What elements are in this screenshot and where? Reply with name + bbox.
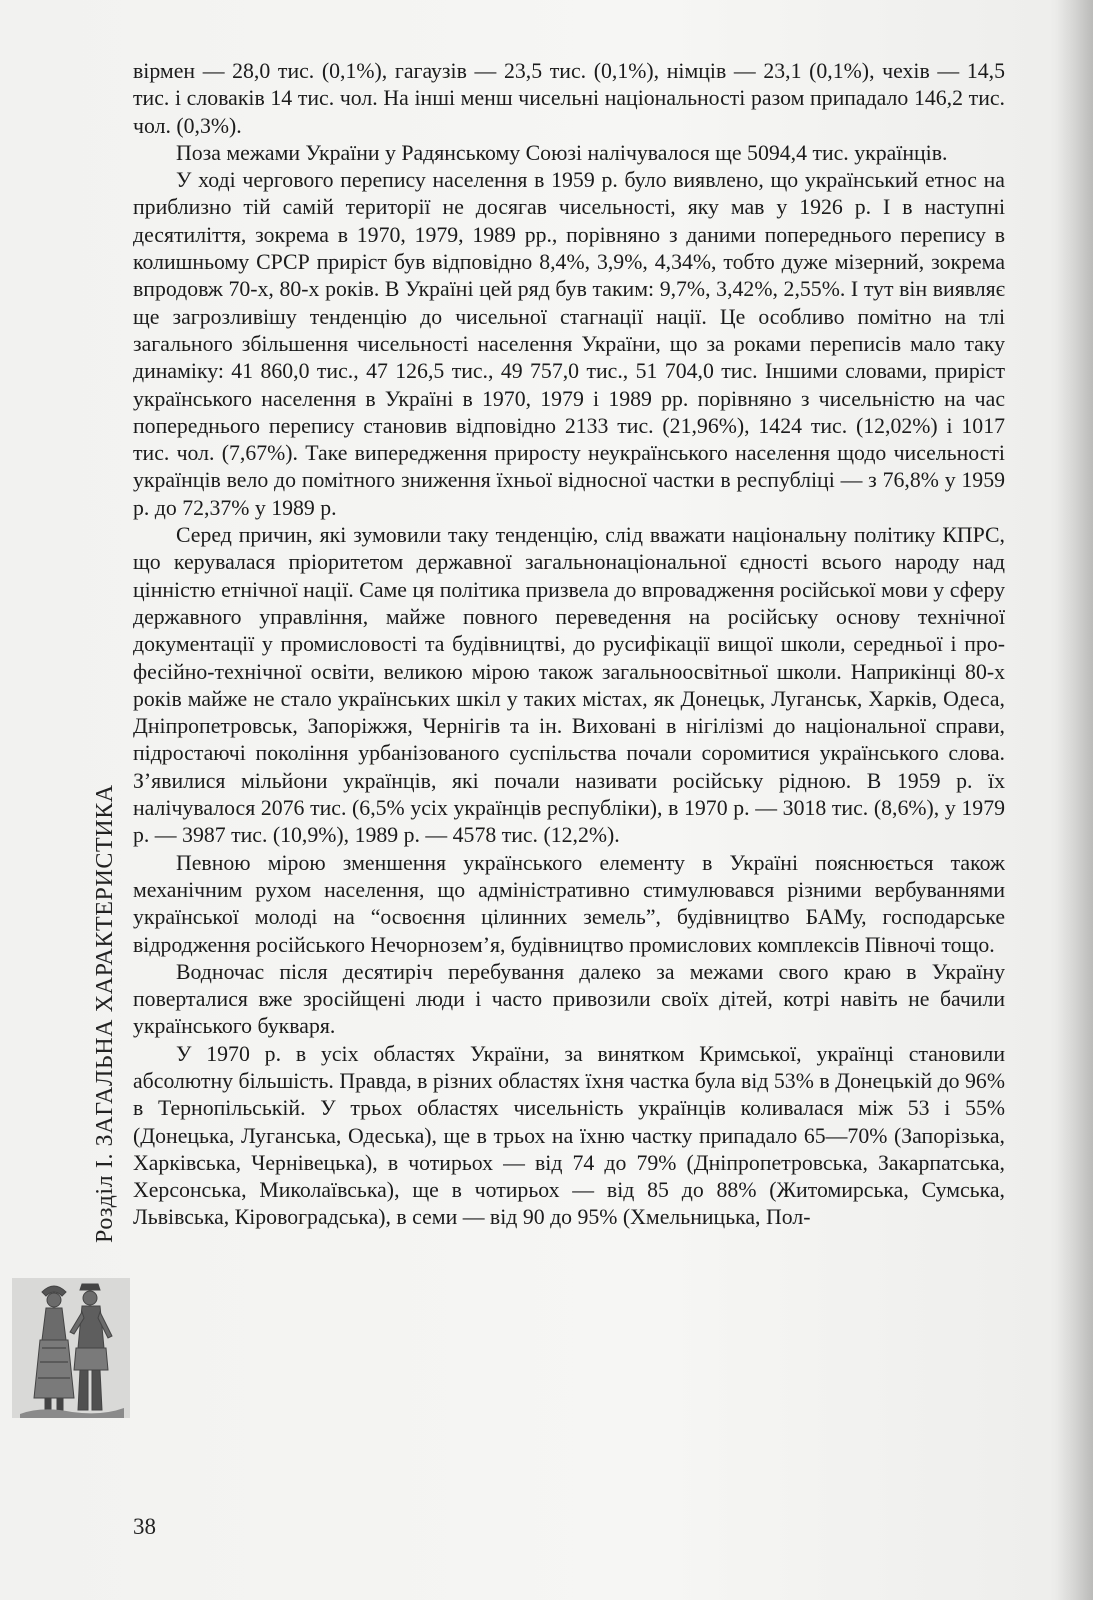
page-gutter-shadow — [1057, 0, 1093, 1600]
paragraph-2: Поза межами України у Радянському Союзі налічувалося ще 5094,4 тис. українців. — [176, 140, 948, 165]
body-text — [133, 58, 1005, 1232]
folk-figures-illustration — [12, 1278, 130, 1418]
paragraph-5: Певною мірою зменшення українського елементу в Україні пояснюється також механічним рухом населення, що адміністративно стимулювався різними вербуваннями української молоді на “освоєння цілинних земель”, будівництво БАМу, господарське відродження російського Нечорнозем’я, будівництво промислових комплексів Півночі тощо. — [133, 850, 1005, 957]
paragraph-7: У 1970 р. в усіх областях України, за винятком Кримської, українці становили абсолютну більшість. Правда, в різних областях їхня частка була від 53% в Донецькій до 96% в Тернопільській. У трьох областях чисельність українців коливалася між 53 і 55% (Донецька, Луганська, Одеська), ще в трьох на їхню частку припадало 65—70% (Запорізька, Харківська, Чернівецька), в чотирьох — від 74 до 79% (Дніпропетровська, Закарпатська, Херсонська, Миколаївська), ще в чотирьох — від 85 до 88% (Житомирська, Сумська, Львівська, Кіровоградська), в семи — від 90 до 95% (Хмельницька, Пол- — [133, 1041, 1005, 1230]
paragraph-4: Серед причин, які зумовили таку тенденцію, слід вважати національну політику КПРС, що керувалася пріоритетом державної загальнонаціональної єдності всього народу над цінністю етнічної нації. Саме ця політика призвела до впровадження російської мови у сферу державного управління, майже повного переведення на російську основу технічної документації у промисловості та будівництві, до русифікації вищої школи, середньої і професійно-технічної освіти, великою мірою також загальноосвітньої школи. Наприкінці 80-х років майже не стало українських шкіл у таких містах, як Донецьк, Луганськ, Харків, Одеса, Дніпропетровськ, Запоріжжя, Чернігів та ін. Виховані в нігілізмі до національної справи, підростаючі покоління урбанізованого суспільства почали соромитися українського слова. З’явилися мільйони українців, які почали називати російську рідною. В 1959 р. їх налічувалося 2076 тис. (6,5% усіх українців республіки), в 1970 р. — 3018 тис. (8,6%), у 1979 р. — 3987 тис. (10,9%), 1989 р. — 4578 тис. (12,2%). — [133, 523, 1005, 848]
paragraph-1: вірмен — 28,0 тис. (0,1%), гагаузів — 23,5 тис. (0,1%), німців — 23,1 (0,1%), чехів — 14,5 тис. і словаків 14 тис. чол. На інші менш чисельні національності разом припадало 146,2 тис. чол. (0,3%). — [133, 59, 1005, 138]
section-running-head: Розділ І. ЗАГАЛЬНА ХАРАКТЕРИСТИКА — [92, 784, 118, 1243]
paragraph-6: Водночас після десятиріч перебування далеко за межами свого краю в Україну поверталися вже зросійщені люди і часто привозили своїх дітей, котрі навіть не бачили українського букваря. — [133, 959, 1005, 1039]
page-number: 38 — [133, 1514, 156, 1539]
paragraph-3: У ході чергового перепису населення в 1959 р. було виявлено, що український етнос на приблизно тій самій території не досягав чисельності, яку мав у 1926 р. І в наступні десятиліття, зокрема в 1970, 1979, 1989 рр., порівняно з даними попереднього перепису в колишньому СРСР приріст був відповідно 8,4%, 3,9%, 4,34%, тобто дуже мізерний, зокрема впродовж 70-х, 80-х років. В Україні цей ряд був таким: 9,7%, 3,42%, 2,55%. І тут він виявляє ще загрозливішу тенденцію до чисельної стагнації нації. Це особливо помітно на тлі загального збільшення чисельності населення України, що за роками переписів мало таку динаміку: 41 860,0 тис., 47 126,5 тис., 49 757,0 тис., 51 704,0 тис. Іншими словами, приріст українського населення в Україні в 1970, 1979 і 1989 рр. порівняно з чисельністю на час попереднього перепису становив відповідно 2133 тис. (21,96%), 1424 тис. (12,02%) і 1017 тис. чол. (7,67%). Таке випередження приросту неукраїнського населення щодо чисельності українців вело до помітного зниження їхньої відносної частки в республіці — з 76,8% у 1959 р. до 72,37% у 1989 р. — [133, 168, 1005, 520]
